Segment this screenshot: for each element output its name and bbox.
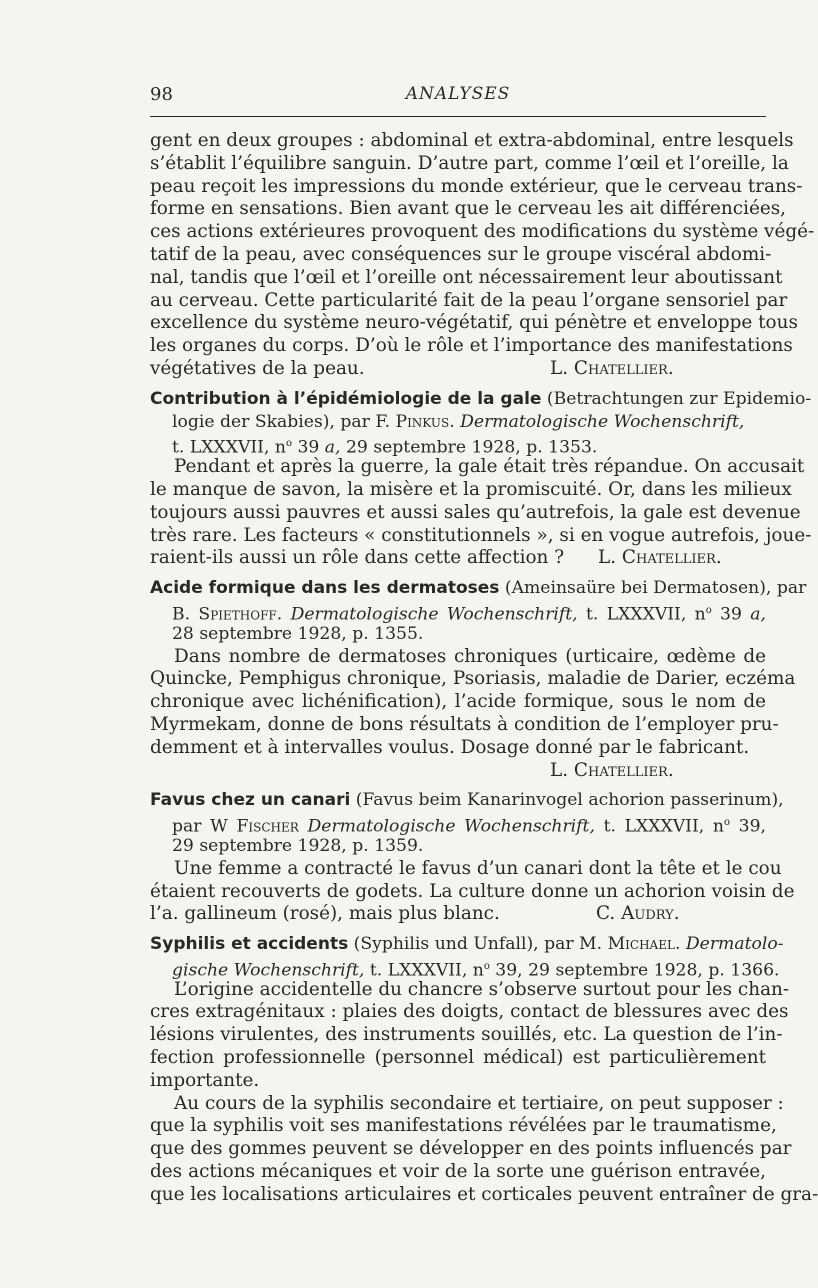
citation-text: t. LXXXVII, n: [172, 438, 286, 459]
text-line: [150, 547, 766, 570]
citation-text: 39,: [730, 816, 767, 837]
author: Pinkus: [395, 411, 450, 432]
citation-line: [150, 600, 766, 623]
text-line-end: raient-ils aussi un rôle dans cette affection ?: [150, 547, 565, 569]
citation-text: .: [449, 411, 461, 432]
text-line: que des gommes peuvent se développer en des points influencés par: [150, 1138, 792, 1160]
citation-text: [299, 817, 308, 837]
header-rule: [150, 116, 766, 117]
text-line: [150, 358, 766, 381]
text-line: excellence du système neuro-végétatif, qui pénètre et enveloppe tous: [150, 312, 798, 334]
text-line: tatif de la peau, avec conséquences sur le groupe viscéral abdomi-: [150, 243, 772, 265]
journal-name: Dermatologische Wochenschrift,: [290, 604, 578, 625]
author: Michael.: [607, 934, 681, 955]
text-line: des actions mécaniques et voir de la sorte une guérison entravée,: [150, 1161, 766, 1183]
superscript: o: [723, 817, 730, 829]
citation-line: [150, 956, 780, 981]
page-header: [150, 84, 766, 108]
text-line: très rare. Les facteurs « constitutionnels », si en vogue autrefois, joue-: [150, 524, 812, 546]
citation-line: 28 septembre 1928, p. 1355.: [172, 623, 424, 644]
text-line: Au cours de la syphilis secondaire et tertiaire, on peut supposer :: [174, 1092, 784, 1114]
text-line: L’origine accidentelle du chancre s’observe surtout pour les chan-: [174, 978, 790, 1000]
abstract-heading: [150, 388, 812, 411]
abstract-title: Acide formique dans les dermatoses: [150, 578, 500, 599]
text-line: [150, 903, 766, 926]
text-line: Une femme a contracté le favus d’un canari dont la tête et le cou: [174, 857, 782, 879]
text-line: peau reçoit les impressions du monde extérieur, que le cerveau trans-: [150, 175, 803, 197]
abstract-heading: [150, 933, 784, 956]
citation-text: t. LXXXVII, n: [594, 816, 724, 837]
text-line: cres extragénitaux : plaies des doigts, contact de blessures avec des: [150, 1001, 789, 1023]
text-line: Quincke, Pemphigus chronique, Psoriasis, maladie de Darier, eczéma: [150, 668, 796, 690]
abstract-heading: [150, 577, 807, 600]
journal-name: Dermatologische Wochenschrift,: [307, 816, 595, 837]
superscript: o: [483, 960, 490, 972]
citation-text: t. LXXXVII, n: [577, 604, 706, 625]
citation-text: 39: [711, 604, 751, 625]
citation-line: [150, 812, 766, 835]
text-line: gent en deux groupes : abdominal et extra-abdominal, entre lesquels: [150, 130, 794, 151]
citation-text: (Favus beim Kanarinvogel achorion passerinum),: [355, 790, 784, 811]
signature: L. Chatellier.: [550, 357, 674, 379]
text-line: lésions virulentes, des instruments souillés, etc. La question de l’in-: [150, 1024, 783, 1046]
page-body: [150, 130, 818, 1207]
text-line: nal, tandis que l’œil et l’oreille ont nécessairement leur aboutissant: [150, 266, 783, 288]
citation-text: a,: [324, 438, 341, 459]
text-line: au cerveau. Cette particularité fait de la peau l’organe sensoriel par: [150, 289, 788, 311]
signature: C. Audry.: [596, 903, 680, 925]
citation-text: logie der Skabies), par F.: [172, 411, 396, 432]
text-line: demment et à intervalles voulus. Dosage donné par le fabricant.: [150, 736, 750, 758]
signature: L. Chatellier.: [550, 759, 674, 781]
continued-paragraph: [150, 130, 815, 381]
text-line-end: végétatives de la peau.: [150, 357, 365, 379]
running-title: ANALYSES: [405, 84, 511, 104]
abstract-title: Contribution à l’épidémiologie de la gale: [150, 388, 542, 409]
abstract-heading: [150, 789, 784, 812]
superscript: o: [285, 438, 292, 450]
text-line: Myrmekam, donne de bons résultats à condition de l’employer pru-: [150, 713, 779, 735]
text-line: chronique avec lichénification), l’acide formique, sous le nom de: [150, 691, 766, 713]
author: B. Spiethoff.: [172, 604, 283, 625]
text-line: étaient recouverts de godets. La culture donne un achorion voisin de: [150, 880, 795, 902]
text-line: les organes du corps. D’où le rôle et l’importance des manifestations: [150, 335, 793, 357]
text-line: Pendant et après la guerre, la gale était très répandue. On accusait: [174, 456, 805, 478]
abstract-gale: [150, 388, 812, 570]
citation-text: 29 septembre 1928, p. 1353.: [340, 438, 598, 459]
text-line-end: l’a. gallineum (rosé), mais plus blanc.: [150, 903, 500, 925]
citation-text: a,: [750, 604, 766, 625]
text-line: toujours aussi pauvres et aussi sales qu’autrefois, la gale est devenue: [150, 501, 801, 523]
citation-line: 29 septembre 1928, p. 1359.: [172, 835, 424, 856]
citation-text: (Syphilis und Unfall), par M.: [353, 934, 608, 955]
text-line: le manque de savon, la misère et la promiscuité. Or, dans les milieux: [150, 478, 792, 500]
citation-text: (Betrachtungen zur Epidemio-: [546, 388, 812, 409]
abstract-acide-formique: [150, 577, 807, 782]
text-line: forme en sensations. Bien avant que le cerveau les ait différenciées,: [150, 198, 787, 220]
citation-text: t. LXXXVII, n: [364, 960, 484, 981]
text-line: Dans nombre de dermatoses chroniques (urticaire, œdème de: [174, 645, 766, 667]
signature-line: [150, 760, 766, 783]
citation-text: 39, 29 septembre 1928, p. 1366.: [489, 960, 780, 981]
journal-name: Dermatologische Wochenschrift,: [460, 411, 745, 432]
abstract-title: Favus chez un canari: [150, 790, 351, 811]
abstract-favus: [150, 789, 795, 926]
signature: L. Chatellier.: [598, 547, 722, 569]
citation-text: par W: [172, 816, 237, 837]
author: Fischer: [236, 816, 299, 837]
journal-name: gische Wochenschrift,: [172, 960, 365, 981]
page-number: 98: [150, 84, 173, 105]
abstract-syphilis: [150, 933, 818, 1207]
citation-line: [150, 411, 766, 434]
text-line: s’établit l’équilibre sanguin. D’autre part, comme l’œil et l’oreille, la: [150, 152, 789, 174]
text-line: importante.: [150, 1069, 260, 1091]
text-line: que les localisations articulaires et corticales peuvent entraîner de gra-: [150, 1183, 818, 1205]
journal-name: Dermatolo-: [680, 934, 784, 955]
text-line: ces actions extérieures provoquent des modifications du système végé-: [150, 221, 815, 243]
text-line: fection professionnelle (personnel médical) est particulièrement: [150, 1047, 766, 1069]
citation-text: 39: [291, 438, 325, 459]
text-line: que la syphilis voit ses manifestations révélées par le traumatisme,: [150, 1115, 777, 1137]
citation-text: (Ameinsaüre bei Dermatosen), par: [504, 578, 807, 599]
citation-line: [150, 433, 766, 459]
superscript: o: [705, 604, 712, 616]
abstract-title: Syphilis et accidents: [150, 934, 349, 955]
